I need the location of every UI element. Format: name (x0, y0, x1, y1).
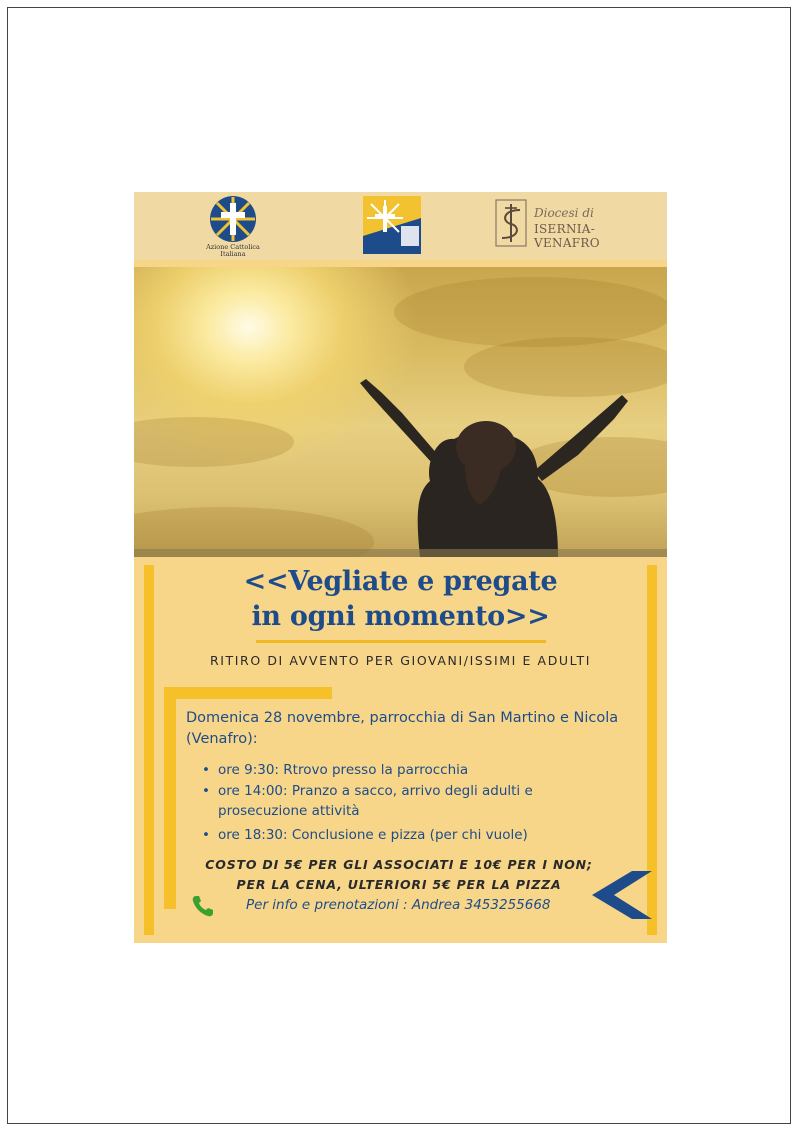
diocesi-emblem-icon (494, 198, 528, 248)
schedule-item: • ore 18:30: Conclusione e pizza (per chi vuole) (202, 825, 622, 845)
diocesi-isernia-venafro-logo (494, 198, 659, 250)
event-details-panel (134, 565, 667, 943)
event-subtitle: RITIRO DI AVVENTO PER GIOVANI/ISSIMI E ADULTI (209, 653, 592, 668)
hero-photo-woman-raising-arms (134, 267, 667, 557)
cost-info (174, 855, 624, 895)
contact-info: Per info e prenotazioni : Andrea 3453255668 (246, 897, 551, 913)
title-underline (256, 640, 546, 643)
azione-cattolica-giovani-logo (363, 196, 421, 254)
cost-line1: COSTO DI 5€ PER GLI ASSOCIATI E 10€ PER I NON; (205, 857, 593, 872)
phone-icon (190, 893, 216, 919)
event-title-line1: <<Vegliate e pregate (243, 566, 558, 597)
cost-line2: PER LA CENA, ULTERIORI 5€ PER LA PIZZA (236, 877, 562, 892)
event-schedule (202, 760, 622, 845)
azione-cattolica-logo (202, 195, 264, 257)
aci-logo-text: Azione Cattolica Italiana (206, 243, 260, 258)
flyer (134, 192, 667, 943)
event-title-line2: in ogni momento>> (251, 601, 550, 632)
silhouette-figure (134, 267, 667, 557)
aci-emblem-icon (209, 195, 257, 243)
diocesi-label: Diocesi di (534, 206, 594, 220)
schedule-item: • ore 14:00: Pranzo a sacco, arrivo degli adulti e prosecuzione attività (202, 781, 622, 821)
diocesi-name: ISERNIA-VENAFRO (534, 222, 600, 250)
schedule-item: • ore 9:30: Rtrovo presso la parrocchia (202, 760, 622, 780)
logo-band (134, 192, 667, 260)
decorative-corner-horizontal (164, 687, 332, 699)
event-date-location: Domenica 28 novembre, parrocchia di San Martino e Nicola (Venafro): (186, 710, 619, 747)
chevron-left-icon (592, 871, 652, 919)
